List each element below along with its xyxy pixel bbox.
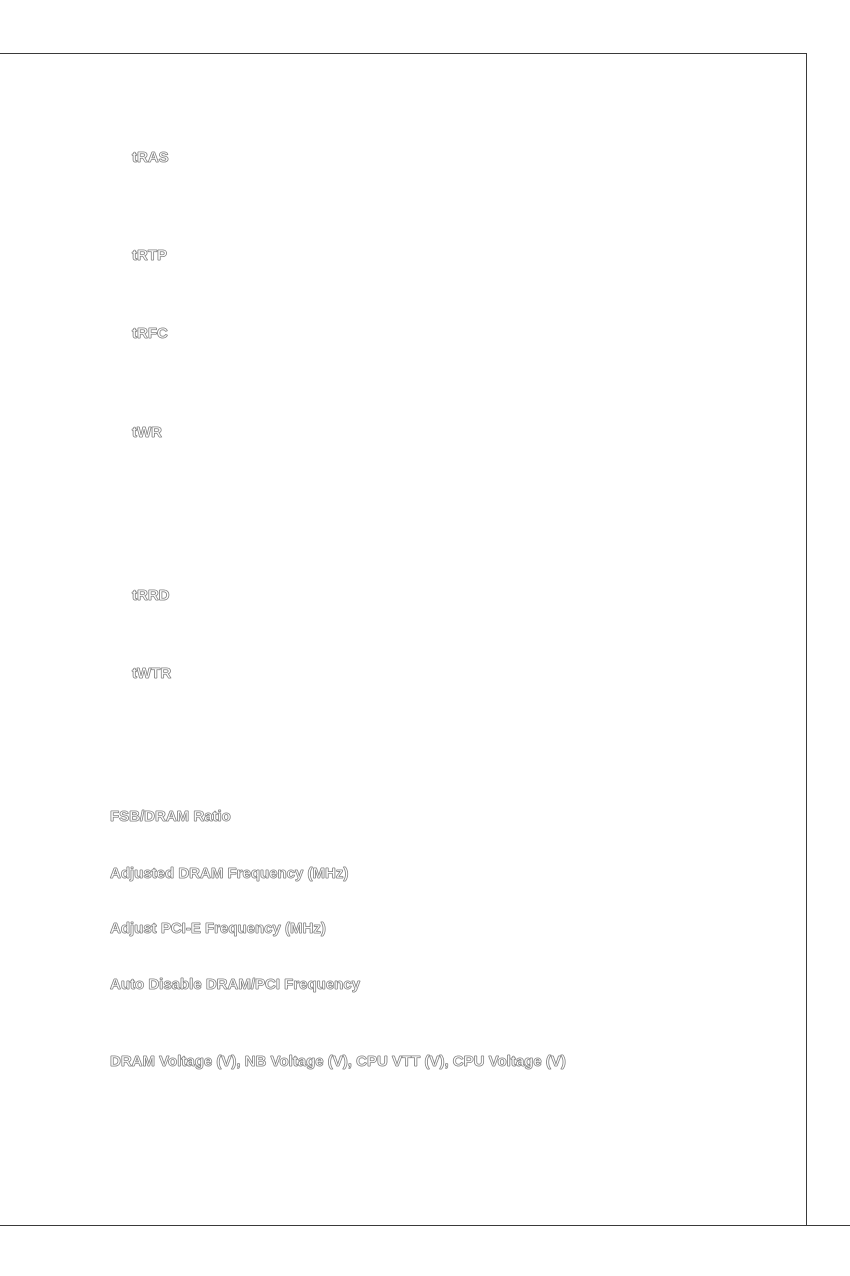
timing-item-trfc: tRFC	[132, 325, 168, 342]
setting-fsb-dram-ratio: FSB/DRAM Ratio	[110, 808, 231, 825]
setting-adjusted-dram-frequency: Adjusted DRAM Frequency (MHz)	[110, 865, 349, 882]
timing-item-trrd: tRRD	[132, 587, 170, 604]
timing-item-tras: tRAS	[132, 149, 169, 166]
timing-item-twtr: tWTR	[132, 665, 172, 682]
page-frame-bottom-rule	[0, 1225, 850, 1226]
setting-adjust-pcie-frequency: Adjust PCI-E Frequency (MHz)	[110, 920, 326, 937]
page-frame-top-rule	[0, 53, 807, 54]
page-frame-right-rule	[806, 53, 807, 1226]
timing-item-twr: tWR	[132, 424, 162, 441]
setting-auto-disable-dram-pci-frequency: Auto Disable DRAM/PCI Frequency	[110, 976, 361, 993]
setting-voltages: DRAM Voltage (V), NB Voltage (V), CPU VTT (V), CPU Voltage (V)	[110, 1053, 566, 1070]
timing-item-trtp: tRTP	[132, 247, 167, 264]
